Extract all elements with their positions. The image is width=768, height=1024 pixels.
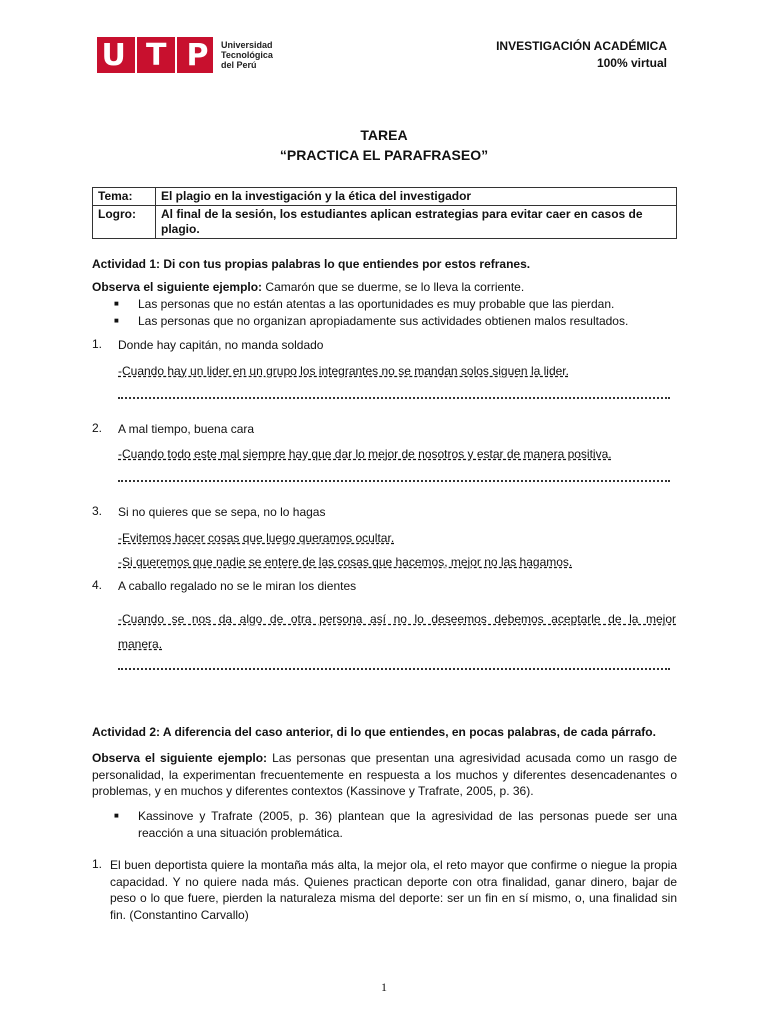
answer-dotted-line xyxy=(118,478,670,482)
item-proverb: Donde hay capitán, no manda soldado xyxy=(118,338,324,352)
item-paragraph: El buen deportista quiere la montaña más alta, la mejor ola, el reto mayor que confirme o niegue la propia capacidad. Y no quiere nada más. Quienes practican deporte con otra finalidad, ganar dinero, bajar de peso o lo que fuere, pierden la naturaleza misma del deporte: ser un fin en sí mismo, o, una finalidad sin fin. (Constantino Carvallo) xyxy=(110,858,677,922)
example-label: Observa el siguiente ejemplo: xyxy=(92,751,268,765)
utp-logo xyxy=(97,37,273,73)
item-number: 2. xyxy=(92,421,103,435)
item-number: 3. xyxy=(92,504,103,518)
logo-letter-u: U xyxy=(101,37,126,73)
table-key: Tema: xyxy=(93,188,156,206)
logo-text-line: Tecnológica xyxy=(221,50,273,60)
item-answer: -Si queremos que nadie se entere de las cosas que hacemos, mejor no las hagamos. xyxy=(118,555,573,569)
info-table xyxy=(92,187,677,239)
table-value: Al final de la sesión, los estudiantes aplican estrategias para evitar caer en casos de plagio. xyxy=(156,206,677,239)
header-course-info xyxy=(496,38,667,72)
logo-text-line: Universidad xyxy=(221,40,273,50)
item-number: 4. xyxy=(92,578,103,592)
item-proverb: A mal tiempo, buena cara xyxy=(118,422,255,436)
item-number: 1. xyxy=(92,337,103,351)
course-name: INVESTIGACIÓN ACADÉMICA xyxy=(496,39,667,53)
item-proverb: A caballo regalado no se le miran los dientes xyxy=(118,579,357,593)
item-answer: -Evitemos hacer cosas que luego queramos ocultar. xyxy=(118,531,395,545)
bullet-icon: ■ xyxy=(114,316,119,325)
logo-university-name xyxy=(221,40,273,70)
answer-dotted-line xyxy=(118,666,670,670)
table-value: El plagio en la investigación y la ética del investigador xyxy=(156,188,677,206)
item-answer: -Cuando hay un lider en un grupo los integrantes no se mandan solos siguen la lider. xyxy=(118,364,569,378)
activity1-heading: Actividad 1: Di con tus propias palabras lo que entiendes por estos refranes. xyxy=(92,257,531,271)
item-number: 1. xyxy=(92,857,103,871)
example-label: Observa el siguiente ejemplo: xyxy=(92,280,263,294)
page-subtitle: “PRACTICA EL PARAFRASEO” xyxy=(279,147,489,163)
table-key: Logro: xyxy=(93,206,156,239)
activity1-example xyxy=(92,279,524,295)
table-row xyxy=(93,206,677,239)
activity2-example xyxy=(92,750,677,800)
table-row xyxy=(93,188,677,206)
bullet-icon: ■ xyxy=(114,299,119,308)
item-answer: -Cuando todo este mal siempre hay que dar lo mejor de nosotros y estar de manera positiva. xyxy=(118,447,612,461)
item-answer: -Cuando se nos da algo de otra persona así no lo deseemos debemos aceptarle de la mejor xyxy=(118,612,676,626)
example-text: Las personas que presentan una agresividad acusada como un rasgo de personalidad, la experimentan frecuentemente en respuesta a los muchos y diferentes desencadenantes o problemas, y en muchos y diferentes contextos (Kassinove y Trafrate, 2005, p. 36). xyxy=(92,751,677,798)
logo-text-line: del Perú xyxy=(221,60,257,70)
activity2-bullet: Kassinove y Trafrate (2005, p. 36) plantean que la agresividad de las personas puede ser una reacción a una situación problemática. xyxy=(138,809,677,840)
logo-mark xyxy=(97,37,213,73)
item-proverb: Si no quieres que se sepa, no lo hagas xyxy=(118,505,326,519)
page-number: 1 xyxy=(381,980,387,994)
course-mode: 100% virtual xyxy=(596,56,667,70)
activity2-heading: Actividad 2: A diferencia del caso anterior, di lo que entiendes, en pocas palabras, de cada párrafo. xyxy=(92,725,656,739)
activity1-bullet: Las personas que no organizan apropiadamente sus actividades obtienen malos resultados. xyxy=(138,314,629,328)
logo-letter-p: P xyxy=(186,37,209,73)
example-text: Camarón que se duerme, se lo lleva la corriente. xyxy=(262,280,525,294)
activity1-bullet: Las personas que no están atentas a las oportunidades es muy probable que las pierdan. xyxy=(138,297,615,311)
bullet-icon: ■ xyxy=(114,811,119,820)
logo-letter-t: T xyxy=(145,37,167,73)
answer-dotted-line xyxy=(118,395,670,399)
item-answer: manera. xyxy=(118,637,163,651)
page-title: TAREA xyxy=(360,127,408,143)
